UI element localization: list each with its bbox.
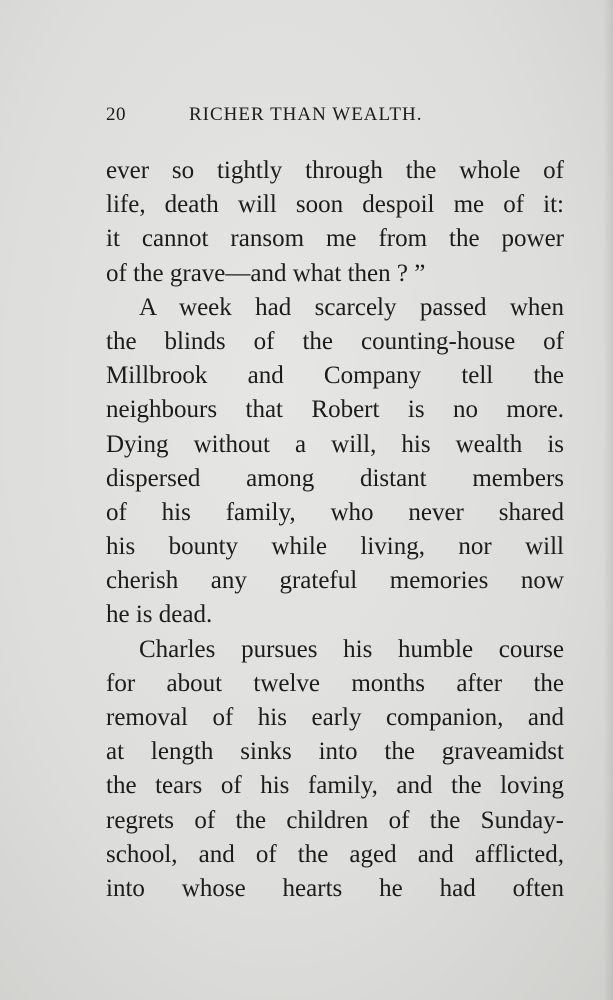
text-line: school, and of the aged and afflicted, <box>106 840 564 868</box>
text-line: removal of his early companion, and <box>106 704 564 731</box>
text-line: Dying without a will, his wealth is <box>106 430 564 458</box>
text-line: it cannot ransom me from the power <box>106 225 564 253</box>
page-edge-shadow <box>603 0 613 1000</box>
running-title: RICHER THAN WEALTH. <box>189 104 423 125</box>
text-line: ever so tightly through the whole of <box>106 157 564 184</box>
running-header <box>106 104 572 130</box>
text-line: regrets of the children of the Sunday- <box>106 806 564 834</box>
page-number: 20 <box>106 104 126 125</box>
text-line: his bounty while living, nor will <box>106 533 564 561</box>
body-text <box>106 154 564 906</box>
text-line: into whose hearts he had often <box>106 874 564 902</box>
text-line: the blinds of the counting-house of <box>106 327 564 355</box>
text-line: the tears of his family, and the loving <box>106 772 564 800</box>
text-line: Millbrook and Company tell the <box>106 362 564 390</box>
text-line: at length sinks into the graveamidst <box>106 738 564 766</box>
text-line: dispersed among distant members <box>106 464 564 492</box>
text-line: of his family, who never shared <box>106 498 564 526</box>
text-line: cherish any grateful memories now <box>106 567 564 595</box>
text-line: of the grave—and what then ? ” <box>106 259 426 287</box>
text-line: neighbours that Robert is no more. <box>106 396 564 424</box>
text-line: A week had scarcely passed when <box>139 293 564 321</box>
text-line: for about twelve months after the <box>106 669 564 697</box>
text-line: life, death will soon despoil me of it: <box>106 191 564 219</box>
text-line: he is dead. <box>106 601 213 629</box>
text-line: Charles pursues his humble course <box>139 635 564 663</box>
